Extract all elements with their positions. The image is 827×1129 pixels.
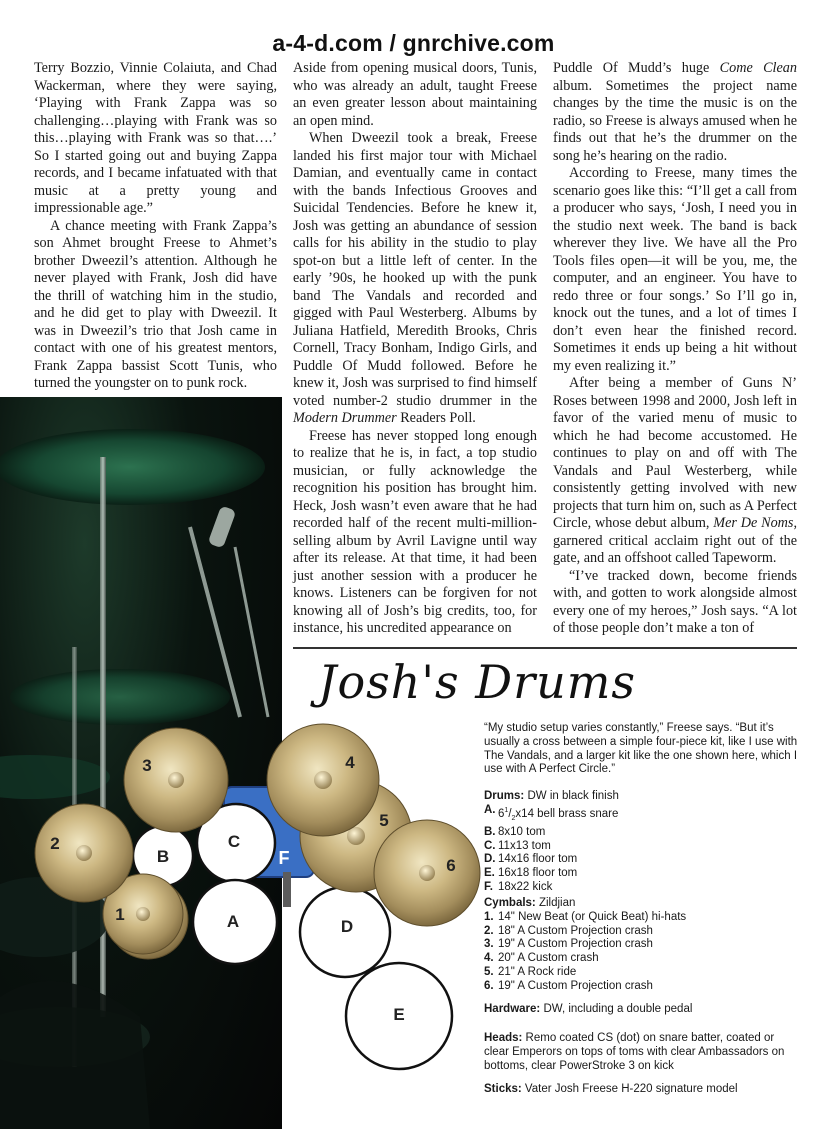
size-whole: 6 [498,807,505,820]
paragraph: According to Freese, many times the scenario goes like this: “I’ll get a call from a producer who says, ‘Josh, I need you in the studio next week. The band is back wherever they live. We have all the Pro Tools files open—it will be you, me, the computer, and an engineer. You have to redo three or four songs.’ So I’ll go in, knock out the tunes, and a lot of times I don’t even hear the finished record. Sometimes it ends up being a hit without my even realizing it.” [553,165,797,374]
cymbal-label-2: 2 [50,834,60,853]
album-name: Come Clean [719,60,797,76]
paragraph: Aside from opening musical doors, Tunis, who was already an adult, taught Freese an even greater lesson about maintaining an open mind. [293,60,537,129]
paragraph [553,60,797,165]
text: album. Sometimes the project name changes by the time the music is on the radio, so Freese is always amused when he finds out that he’s the drummer on the song he’s hearing on the radio. [553,77,797,164]
paragraph: A chance meeting with Frank Zappa’s son Ahmet brought Freese to Ahmet’s brother Dweezil’s attention. Although he never played with Frank, Josh did have the thrill of watching him in the studio, and he did get to play with Dweezil. It was in Dweezil’s trio that Josh came in contact with one of his greatest mentors, Frank Zappa bassist Scott Tunis, who turned the youngster on to punk rock. [34,217,277,391]
heads-value: Remo coated CS (dot) on snare batter, coated or clear Emperors on tops of toms with clear Ambassadors on bottoms, clear PowerStroke 3 on kick [484,1032,785,1072]
list-item [484,853,798,867]
cymbals-value: Zildjian [535,897,576,909]
hardware-entry [484,1003,798,1017]
article-column-3 [553,60,797,638]
item-key: 2. [484,924,494,937]
drum-e-floor-tom [346,963,452,1069]
drum-label-b: B [156,847,170,866]
hardware-label: Hardware: [484,1003,541,1015]
list-item [484,804,798,826]
text: Readers Poll. [396,410,476,426]
list-item [484,980,798,994]
drums-heading [484,790,798,804]
item-text: $6^1/_2x14$ bell brass snare [498,806,619,822]
drums-list [484,790,798,895]
list-item [484,881,798,895]
drum-label-e: E [393,1005,405,1024]
cymbal-label-1: 1 [115,905,125,924]
heads-label: Heads: [484,1032,523,1044]
paragraph: Freese has never stopped long enough to realize that he is, in fact, a top studio musician, or fully acknowledge the recognition his position has brought him. Heck, Josh wasn’t even aware that he had recorded half of the recent multi-million-selling album by Avril Lavigne until way after its release. At that time, it had been just another session with a producer he knows. Listeners can be forgiven for not knowing all of Josh’s big credits, too, for instance, his uncredited appearance on [293,427,537,636]
item-text: 18x22 kick [498,880,553,893]
list-item [484,840,798,854]
sticks-entry [484,1083,798,1097]
item-key: 4. [484,952,494,965]
drum-kit-diagram [0,700,484,1129]
item-text: 18" A Custom Projection crash [498,924,653,937]
drums-value: DW in black finish [524,790,619,802]
item-text: 11x13 tom [498,839,551,852]
item-key: 6. [484,979,494,992]
item-text: 14x16 floor tom [498,853,578,866]
item-text: 19" A Custom Projection crash [498,938,653,951]
drum-a-snare [193,880,277,964]
cymbal-4-crash [267,724,379,836]
item-key: 1. [484,910,494,923]
paragraph [553,375,797,568]
list-item [484,966,798,980]
list-item [484,925,798,939]
drum-label-c: C [227,832,241,851]
sidebar-title: Josh's Drums [318,655,636,709]
item-key: F. [484,880,493,893]
item-text: 20" A Custom crash [498,952,599,965]
text: When Dweezil took a break, Freese landed his first major tour with Michael Damian, and eventually came in contact with the bands Infectious Grooves and Suicidal Tendencies. Before he knew it, Josh was getting an abundance of session calls for his ability in the studio to play spot-on but a little left of center. In the early ’90s, he hooked up with the punk band The Vandals and recorded and gigged with Paul Westerberg. Albums by Juliana Hatfield, Meredith Brooks, Chris Cornell, Tracy Bonham, Indigo Girls, and Puddle Of Mudd followed. Before he knew it, Josh was surprised to find himself voted number-2 studio drummer in the [293,130,537,409]
cymbal-3-crash [124,728,228,832]
item-key: E. [484,867,495,880]
sidebar-rule [293,647,797,649]
item-text: 8x10 tom [498,825,546,838]
item-key: 3. [484,938,494,951]
text: Puddle Of Mudd’s huge [553,60,720,76]
article-column-2 [293,60,537,638]
cymbal-2-crash [35,804,133,902]
drum-label-a: A [226,912,240,931]
item-text: 21" A Rock ride [498,965,577,978]
list-item [484,911,798,925]
cymbal-label-5: 5 [379,811,389,830]
list-item [484,938,798,952]
text: After being a member of Guns N’ Roses between 1998 and 2000, Josh left in favor of the varied menu of music to which he had become accustomed. He continues to play on and off with The Vandals and Paul Westerberg, while consistently getting involved with new projects that turn him on, such as A Perfect Circle, whose debut album, [553,375,797,531]
drum-label-f: F [278,848,290,868]
item-text: 19" A Custom Projection crash [498,979,653,992]
sticks-value: Vater Josh Freese H-220 signature model [521,1083,738,1095]
paragraph [293,130,537,428]
item-key: A. [484,803,496,816]
item-text: 16x18 floor tom [498,867,578,880]
list-item [484,952,798,966]
text: , garnered critical acclaim right out of the gate, and an offshoot called Tapeworm. [553,515,797,566]
drum-d-floor-tom [300,887,390,977]
cymbal-label-3: 3 [142,756,152,775]
list-item [484,867,798,881]
size-num: 1 [504,806,509,814]
item-key: B. [484,825,496,838]
item-key: 5. [484,965,494,978]
cymbal-6-crash [374,820,480,926]
item-text: 14" New Beat (or Quick Beat) hi-hats [498,910,687,923]
magazine-name: Modern Drummer [293,410,397,426]
article-column-1 [34,60,277,393]
size-den: 2 [511,814,516,822]
sticks-label: Sticks: [484,1083,522,1095]
cymbals-label: Cymbals: [484,897,536,909]
cymbal-label-4: 4 [345,753,355,772]
paragraph: Terry Bozzio, Vinnie Colaiuta, and Chad Wackerman, where they were saying, ‘Playing with Frank Zappa was so challenging…playing with Frank was so this…playing with Frank was so that….’ So I started going out and buying Zappa records, and I became infatuated with that music at a pretty young and impressionable age.” [34,60,277,216]
watermark: a-4-d.com / gnrchive.com [272,30,555,56]
hardware-value: DW, including a double pedal [540,1003,693,1015]
cymbals-heading [484,897,798,911]
album-name: Mer De Noms [713,515,794,531]
list-item [484,826,798,840]
item-key: D. [484,853,496,866]
drum-label-d: D [340,917,354,936]
heads-entry [484,1032,798,1073]
sidebar-quote: “My studio setup varies constantly,” Freese says. “But it’s usually a cross between a simple four-piece kit, like I use with The Vandals, and a larger kit like the one shown here, which I use with A Perfect Circle.” [484,722,798,776]
cymbals-list [484,897,798,994]
drums-label: Drums: [484,790,525,802]
cymbal-label-6: 6 [446,856,456,875]
size-rest: x14 bell brass snare [515,807,619,820]
item-key: C. [484,839,496,852]
paragraph: “I’ve tracked down, become friends with, and gotten to work alongside almost every one of my heroes,” Josh says. “A lot of those people don’t make a ton of [553,567,797,636]
